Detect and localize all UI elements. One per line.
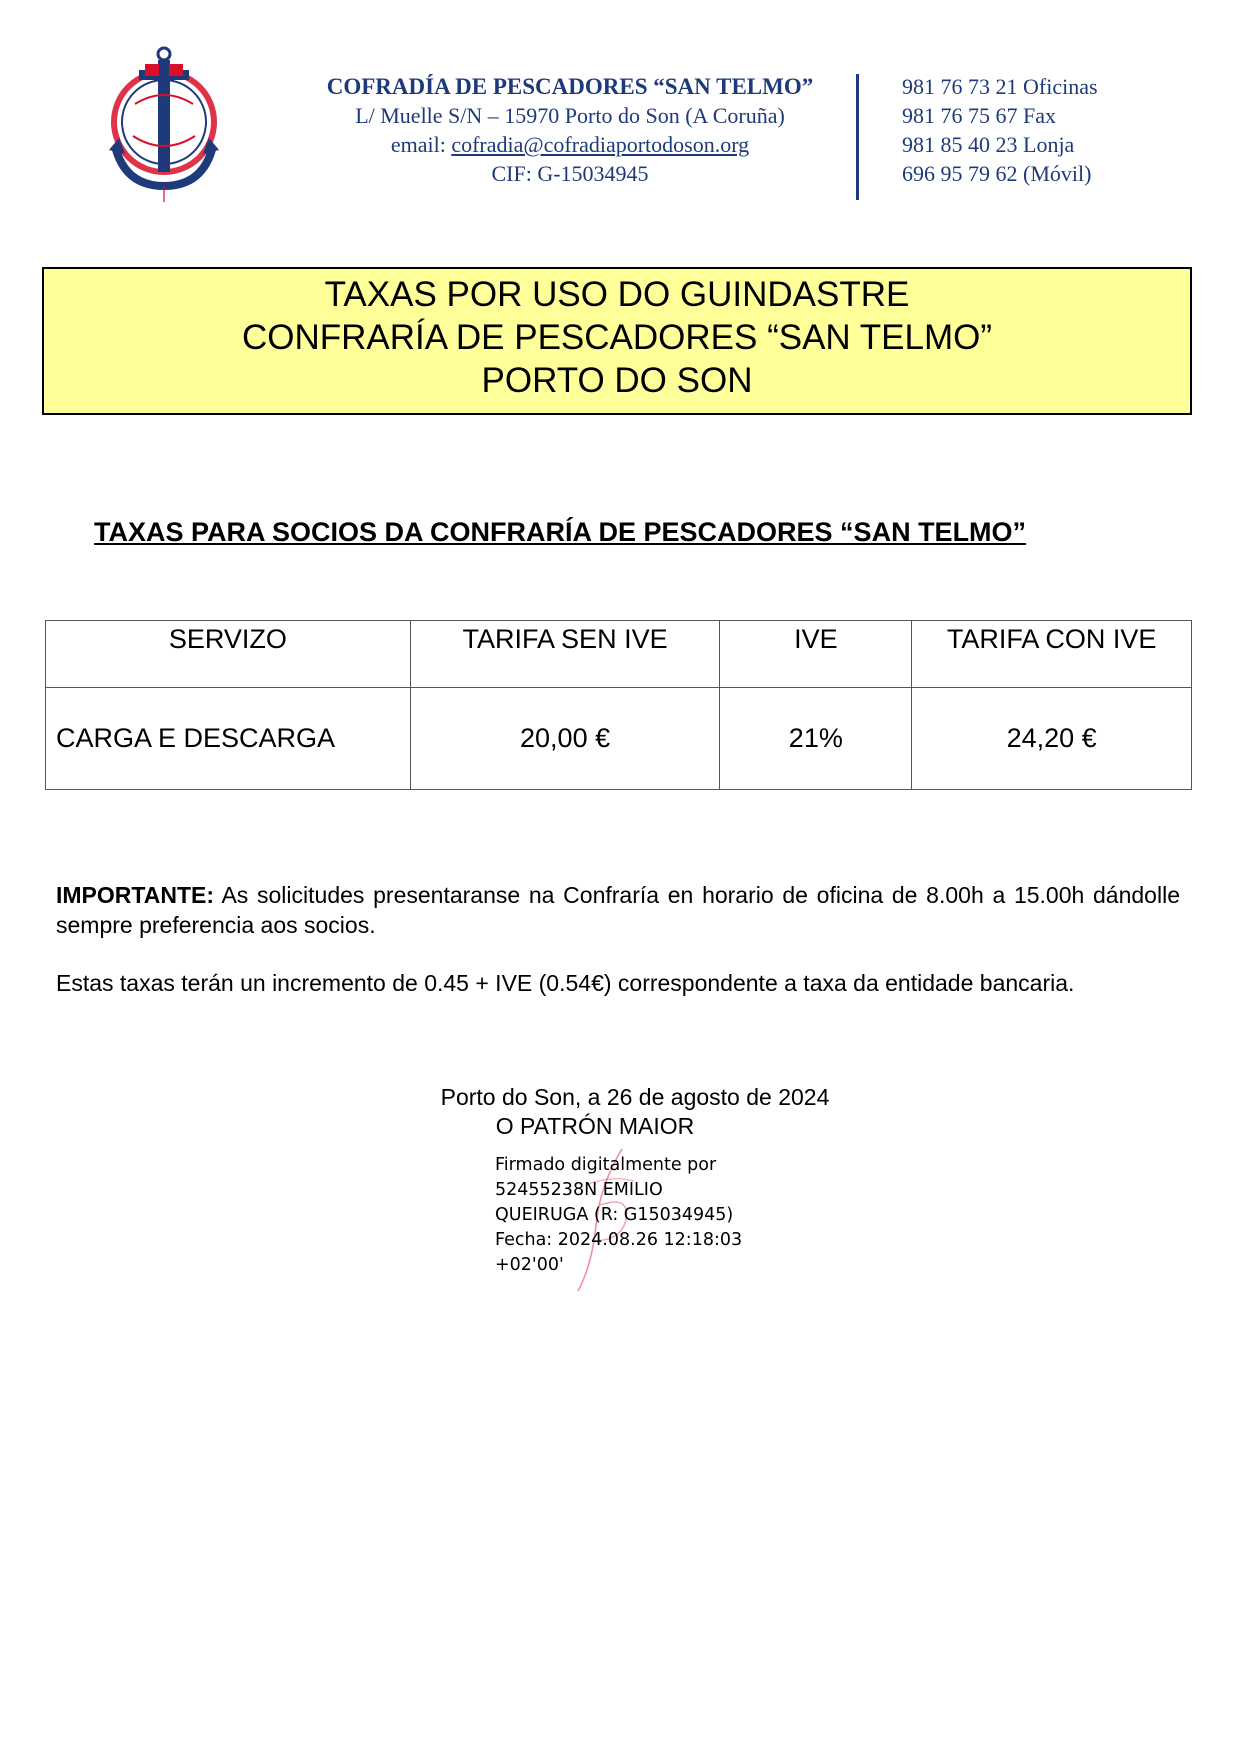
phone-oficinas: 981 76 73 21 Oficinas bbox=[902, 74, 1098, 99]
important-note bbox=[56, 880, 1180, 940]
important-text: As solicitudes presentaranse na Confraría en horario de oficina de 8.00h a 15.00h dándolle sempre preferencia aos socios. bbox=[56, 882, 1180, 938]
cell-ive: 21% bbox=[720, 688, 912, 790]
rates-table bbox=[45, 620, 1192, 790]
email-link[interactable]: cofradia@cofradiaportodoson.org bbox=[451, 132, 750, 157]
letterhead-center bbox=[290, 72, 850, 188]
digital-signature-block bbox=[495, 1153, 755, 1278]
header-ive: IVE bbox=[720, 621, 912, 688]
signature-line-2: 52455238N EMILIO bbox=[495, 1180, 663, 1200]
section-subtitle: TAXAS PARA SOCIOS DA CONFRARÍA DE PESCADORES “SAN TELMO” bbox=[94, 517, 1027, 547]
header-tarifa-sen-ive: TARIFA SEN IVE bbox=[410, 621, 720, 688]
cell-tarifa-sen-ive: 20,00 € bbox=[410, 688, 720, 790]
letterhead-phones bbox=[902, 72, 1162, 188]
cell-servizo: CARGA E DESCARGA bbox=[46, 688, 411, 790]
table-row bbox=[46, 688, 1192, 790]
signature-line-4: Fecha: 2024.08.26 12:18:03 bbox=[495, 1230, 743, 1250]
title-line-3: PORTO DO SON bbox=[481, 361, 753, 400]
cell-tarifa-con-ive: 24,20 € bbox=[912, 688, 1192, 790]
signature-line-1: Firmado digitalmente por bbox=[495, 1155, 717, 1175]
place-date: Porto do Son, a 26 de agosto de 2024 bbox=[440, 1084, 830, 1110]
title-box bbox=[42, 267, 1192, 415]
org-email-line bbox=[290, 130, 850, 159]
header-divider bbox=[856, 74, 859, 200]
org-name: COFRADÍA DE PESCADORES “SAN TELMO” bbox=[326, 74, 814, 99]
email-label: email: bbox=[390, 132, 446, 157]
signature-line-3: QUEIRUGA (R: G15034945) bbox=[495, 1205, 734, 1225]
cofradia-logo-anchor bbox=[105, 46, 223, 206]
header-servizo: SERVIZO bbox=[46, 621, 411, 688]
org-cif: CIF: G-15034945 bbox=[491, 161, 649, 186]
table-header-row bbox=[46, 621, 1192, 688]
signature-line-5: +02'00' bbox=[495, 1255, 564, 1275]
important-label: IMPORTANTE: bbox=[56, 882, 215, 908]
title-line-2: CONFRARÍA DE PESCADORES “SAN TELMO” bbox=[241, 318, 993, 357]
title-line-1: TAXAS POR USO DO GUINDASTRE bbox=[324, 275, 910, 314]
phone-fax: 981 76 75 67 Fax bbox=[902, 103, 1056, 128]
signer-title: O PATRÓN MAIOR bbox=[495, 1113, 695, 1139]
phone-movil: 696 95 79 62 (Móvil) bbox=[902, 161, 1092, 186]
org-address: L/ Muelle S/N – 15970 Porto do Son (A Coruña) bbox=[355, 103, 785, 128]
surcharge-note: Estas taxas terán un incremento de 0.45 + IVE (0.54€) correspondente a taxa da entidade bancaria. bbox=[56, 970, 1075, 996]
header-tarifa-con-ive: TARIFA CON IVE bbox=[912, 621, 1192, 688]
phone-lonja: 981 85 40 23 Lonja bbox=[902, 132, 1075, 157]
